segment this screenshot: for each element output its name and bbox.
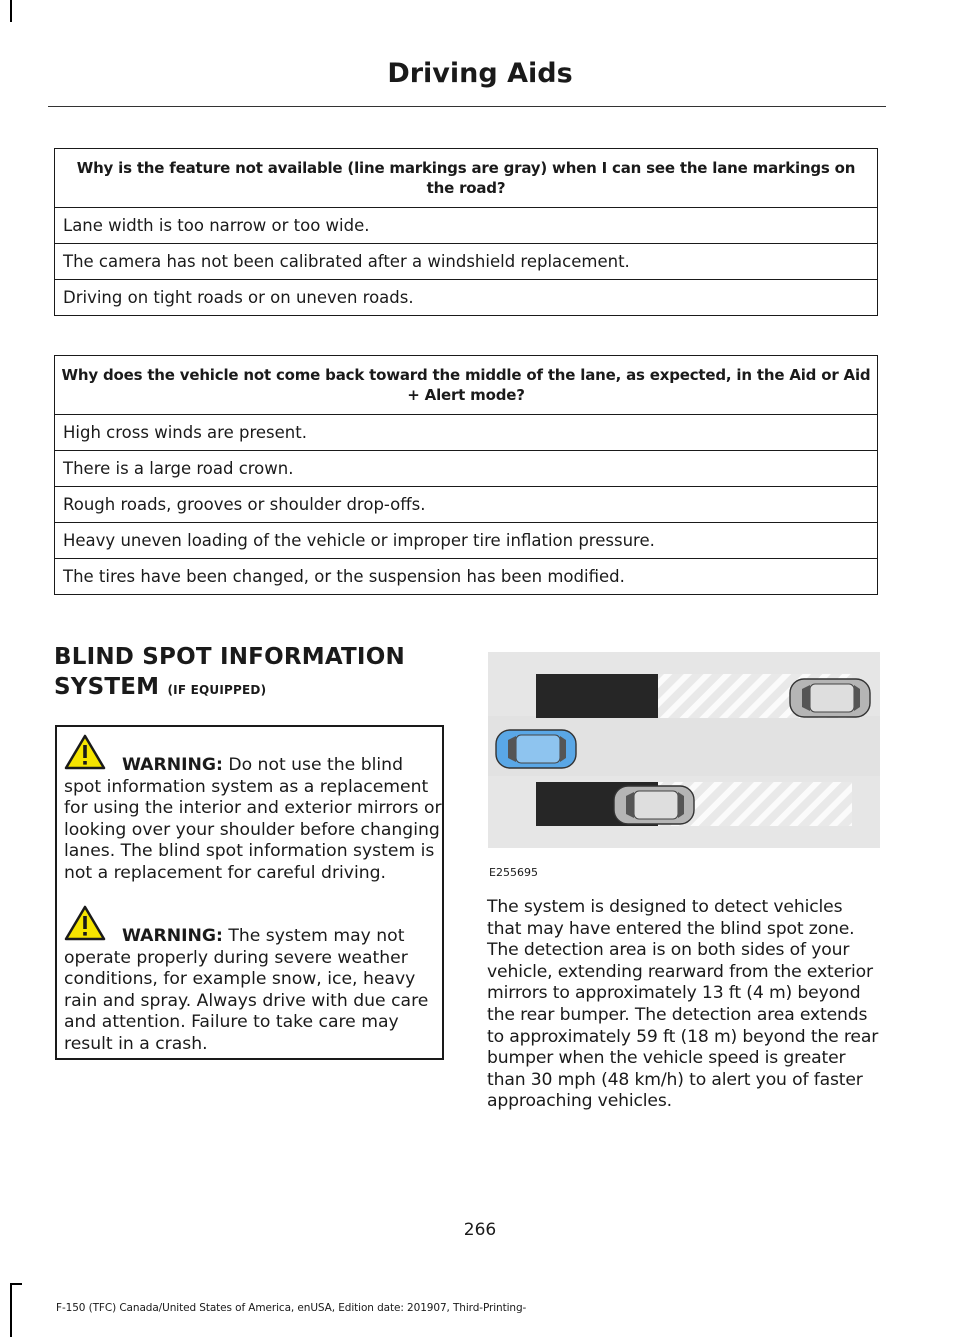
warning-text: The system may not operate properly during severe weather conditions, for example snow, ice, heavy rain and spray. Always drive with due care and attention. Failure to take care may result in a crash. bbox=[64, 926, 429, 1054]
crop-mark-bottom-left bbox=[10, 1283, 12, 1337]
section-heading-line1: BLIND SPOT INFORMATION bbox=[54, 644, 405, 670]
table-row: High cross winds are present. bbox=[55, 415, 878, 451]
section-heading bbox=[54, 642, 405, 705]
faq-table-heading: Why does the vehicle not come back toward the middle of the lane, as expected, in the Aid or Aid + Alert mode? bbox=[55, 356, 878, 415]
table-row: Lane width is too narrow or too wide. bbox=[55, 208, 878, 244]
vehicle-in-blind-spot bbox=[614, 786, 694, 824]
section-heading-system: SYSTEM bbox=[54, 674, 160, 700]
page-number: 266 bbox=[463, 1220, 497, 1240]
table-row: Driving on tight roads or on uneven roads. bbox=[55, 280, 878, 316]
crop-mark-top-left bbox=[10, 0, 12, 22]
table-row: There is a large road crown. bbox=[55, 451, 878, 487]
crop-mark-bottom-left-h bbox=[10, 1283, 22, 1285]
table-row: The tires have been changed, or the suspension has been modified. bbox=[55, 559, 878, 595]
blind-spot-diagram bbox=[488, 652, 880, 848]
table-row: The camera has not been calibrated after a windshield replacement. bbox=[55, 244, 878, 280]
header-divider bbox=[48, 106, 886, 107]
blind-spot-zone-left bbox=[536, 674, 658, 718]
warning-paragraph-1 bbox=[64, 755, 442, 885]
warning-label: WARNING: bbox=[122, 755, 223, 775]
warning-text: Do not use the blind spot information system as a replacement for using the interior and exterior mirrors or looking over your shoulder before changing lanes. The blind spot information system is not a replacement for careful driving. bbox=[64, 755, 442, 883]
warning-label: WARNING: bbox=[122, 926, 223, 946]
section-heading-line2 bbox=[54, 672, 405, 705]
ego-vehicle bbox=[496, 730, 576, 768]
faq-table-lane-markings bbox=[54, 148, 878, 316]
section-heading-suffix: (IF EQUIPPED) bbox=[167, 683, 267, 697]
body-paragraph: The system is designed to detect vehicles that may have entered the blind spot zone. The detection area is on both sides of your vehicle, extending rearward from the exterior mirrors to approximately 13 ft (4 m) beyond the rear bumper. The detection area extends to approximately 59 ft (18 m) beyond the rear bumper when the vehicle speed is greater than 30 mph (48 km/h) to alert you of faster approaching vehicles. bbox=[487, 897, 879, 1112]
faq-table-lane-centering bbox=[54, 355, 878, 595]
approaching-vehicle bbox=[790, 679, 870, 717]
faq-table-heading: Why is the feature not available (line markings are gray) when I can see the lane markings on the road? bbox=[55, 149, 878, 208]
figure-id: E255695 bbox=[489, 866, 538, 879]
warning-paragraph-2 bbox=[64, 926, 442, 1056]
footer-edition: F-150 (TFC) Canada/United States of America, enUSA, Edition date: 201907, Third-Printing- bbox=[56, 1302, 527, 1314]
table-row: Rough roads, grooves or shoulder drop-offs. bbox=[55, 487, 878, 523]
page-header-title: Driving Aids bbox=[387, 58, 573, 89]
table-row: Heavy uneven loading of the vehicle or improper tire inflation pressure. bbox=[55, 523, 878, 559]
warning-box bbox=[55, 725, 444, 1060]
